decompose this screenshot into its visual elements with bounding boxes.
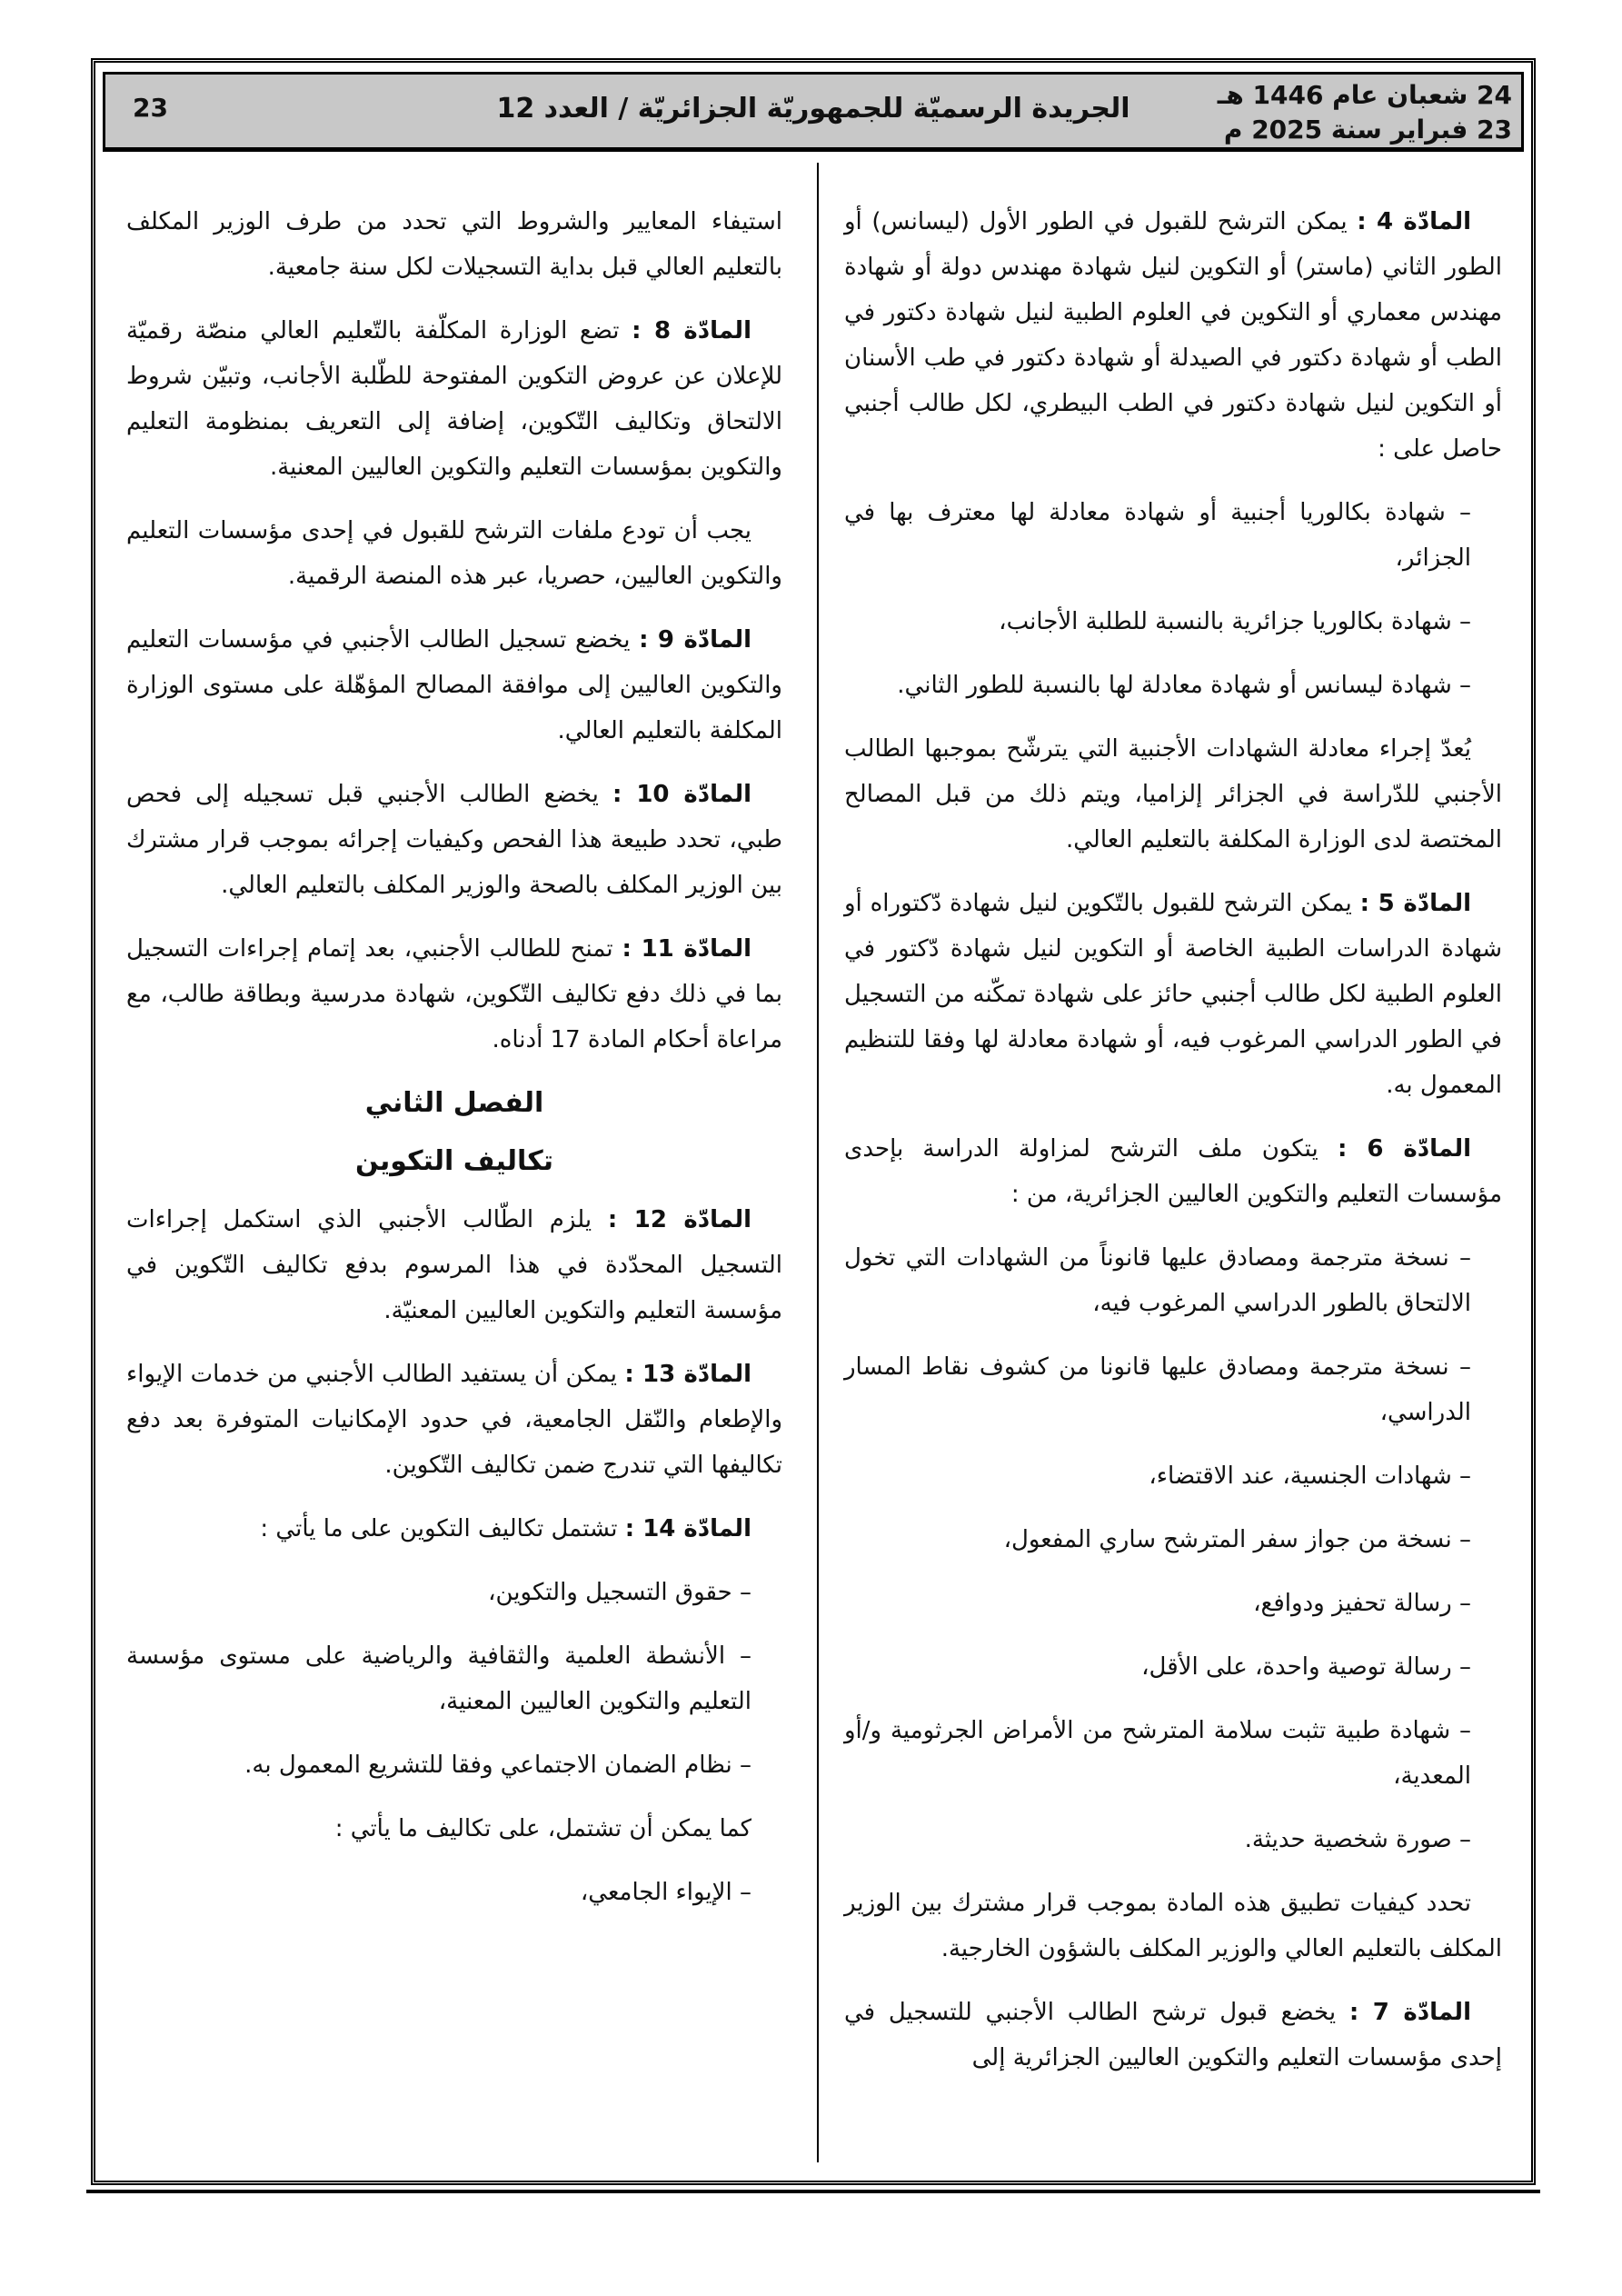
list-item xyxy=(844,490,1502,581)
block-text: – شهادة بكالوريا جزائرية بالنسبة للطلبة الأجانب، xyxy=(999,608,1471,635)
list-item xyxy=(844,599,1502,644)
article-label: المادّة 10 : xyxy=(612,781,751,808)
section-heading xyxy=(126,1081,782,1126)
block-text: يُعدّ إجراء معادلة الشهادات الأجنبية التي يترشّح بموجبها الطالب الأجنبي للدّراسة في الجزائر إلزاميا، ويتم ذلك من قبل المصالح المختصة لدى الوزارة المكلفة بالتعليم العالي. xyxy=(844,735,1502,854)
list-item xyxy=(844,1644,1502,1690)
block-text: كما يمكن أن تشتمل، على تكاليف ما يأتي : xyxy=(334,1815,751,1842)
block-text: – نسخة مترجمة ومصادق عليها قانوناً من الشهادات التي تخول الالتحاق بالطور الدراسي المرغوب فيه، xyxy=(844,1244,1471,1317)
article-paragraph xyxy=(126,926,782,1063)
block-text: – شهادات الجنسية، عند الاقتضاء، xyxy=(1149,1462,1471,1490)
paragraph xyxy=(844,726,1502,863)
block-text: يلزم الطّالب الأجنبي الذي استكمل إجراءات التسجيل المحدّدة في هذا المرسوم بدفع تكاليف التّكوين في مؤسسة التعليم والتكوين العاليين المعنيّة. xyxy=(126,1206,782,1324)
paragraph xyxy=(126,508,782,599)
article-label: المادّة 7 : xyxy=(1348,1999,1471,2026)
block-text: تضع الوزارة المكلّفة بالتّعليم العالي منصّة رقميّة للإعلان عن عروض التكوين المفتوحة للطّلبة الأجانب، وتبيّن شروط الالتحاق وتكاليف التّكوين، إضافة إلى التعريف بمنظومة التعليم والتكوين بمؤسسات التعليم والتكوين العاليين المعنية. xyxy=(126,317,782,481)
block-text: – الأنشطة العلمية والثقافية والرياضية على مستوى مؤسسة التعليم والتكوين العاليين المعنية، xyxy=(126,1642,751,1715)
block-text: – نظام الضمان الاجتماعي وفقا للتشريع المعمول به. xyxy=(244,1752,751,1779)
article-paragraph xyxy=(126,1352,782,1488)
block-text: – شهادة ليسانس أو شهادة معادلة لها بالنسبة للطور الثاني. xyxy=(897,672,1471,699)
right-column xyxy=(844,199,1502,2099)
article-paragraph xyxy=(844,881,1502,1108)
block-text: يجب أن تودع ملفات الترشح للقبول في إحدى مؤسسات التعليم والتكوين العاليين، حصريا، عبر هذه المنصة الرقمية. xyxy=(126,517,782,590)
article-label: المادّة 11 : xyxy=(622,935,751,963)
article-label: المادّة 13 : xyxy=(624,1361,751,1388)
article-label: المادّة 12 : xyxy=(607,1206,751,1233)
article-label: المادّة 9 : xyxy=(639,626,752,654)
article-paragraph xyxy=(126,1197,782,1333)
list-item xyxy=(844,1235,1502,1326)
block-text: يمكن الترشح للقبول بالتّكوين لنيل شهادة دّكتوراه أو شهادة الدراسات الطبية الخاصة أو التكوين لنيل شهادة دّكتور في العلوم الطبية لكل طالب أجنبي حائز على شهادة تمكّنه من التسجيل في الطور الدراسي المرغوب فيه، أو شهادة معادلة لها وفقا للتنظيم المعمول به. xyxy=(844,890,1502,1099)
list-item xyxy=(844,663,1502,708)
block-text: يمكن أن يستفيد الطالب الأجنبي من خدمات الإيواء والإطعام والنّقل الجامعية، في حدود الإمكانيات المتوفرة بعد دفع تكاليفها التي تندرج ضمن تكاليف التّكوين. xyxy=(126,1361,782,1479)
article-paragraph xyxy=(126,772,782,908)
block-text: يخضع قبول ترشح الطالب الأجنبي للتسجيل في إحدى مؤسسات التعليم والتكوين العاليين الجزائرية إلى xyxy=(844,1999,1502,2071)
list-item xyxy=(844,1708,1502,1799)
list-item xyxy=(844,1453,1502,1499)
date-gregorian: 23 فبراير سنة 2025 م xyxy=(1223,115,1512,145)
list-item xyxy=(126,1870,782,1915)
article-paragraph xyxy=(126,308,782,490)
list-item xyxy=(126,1742,782,1788)
section-heading xyxy=(126,1139,782,1184)
article-paragraph xyxy=(126,617,782,754)
block-text: تمنح للطالب الأجنبي، بعد إتمام إجراءات التسجيل بما في ذلك دفع تكاليف التّكوين، شهادة مدرسية وبطاقة طالب، مع مراعاة أحكام المادة 17 أدناه. xyxy=(126,935,782,1053)
article-label: المادّة 6 : xyxy=(1337,1135,1471,1163)
article-label: المادّة 14 : xyxy=(624,1515,751,1542)
gazette-title: الجريدة الرسميّة للجمهوريّة الجزائريّة / العدد 12 xyxy=(496,93,1130,125)
article-label: المادّة 8 : xyxy=(632,317,751,344)
paragraph xyxy=(844,1881,1502,1972)
block-text: تشتمل تكاليف التكوين على ما يأتي : xyxy=(260,1515,625,1542)
paragraph xyxy=(126,199,782,290)
block-text: – شهادة بكالوريا أجنبية أو شهادة معادلة لها معترف بها في الجزائر، xyxy=(844,499,1471,572)
page-frame xyxy=(91,58,1536,2185)
block-text: استيفاء المعايير والشروط التي تحدد من طرف الوزير المكلف بالتعليم العالي قبل بداية التسجيلات لكل سنة جامعية. xyxy=(126,208,782,281)
paragraph xyxy=(126,1806,782,1852)
block-text: يمكن الترشح للقبول في الطور الأول (ليسانس) أو الطور الثاني (ماستر) أو التكوين لنيل شهادة مهندس دولة أو شهادة مهندس معماري أو التكوين في العلوم الطبية لنيل شهادة دكتور في الطب أو شهادة دكتور في الصيدلة أو شهادة دكتور في طب الأسنان أو التكوين لنيل شهادة دكتور في الطب البيطري، لكل طالب أجنبي حاصل على : xyxy=(844,208,1502,463)
left-column xyxy=(126,199,782,1933)
block-text: تكاليف التكوين xyxy=(355,1145,553,1177)
article-paragraph xyxy=(844,199,1502,472)
gazette-header xyxy=(103,72,1524,152)
list-item xyxy=(844,1517,1502,1562)
block-text: الفصل الثاني xyxy=(364,1087,544,1119)
block-text: يخضع الطالب الأجنبي قبل تسجيله إلى فحص طبي، تحدد طبيعة هذا الفحص وكيفيات إجرائه بموجب قرار مشترك بين الوزير المكلف بالصحة والوزير المكلف بالتعليم العالي. xyxy=(126,781,782,899)
page-number: 23 xyxy=(133,93,168,123)
block-text: – نسخة من جواز سفر المترشح ساري المفعول، xyxy=(1003,1526,1471,1553)
column-divider xyxy=(817,163,819,2162)
list-item xyxy=(126,1633,782,1724)
block-text: – شهادة طبية تثبت سلامة المترشح من الأمراض الجرثومية و/أو المعدية، xyxy=(844,1717,1471,1790)
article-paragraph xyxy=(844,1126,1502,1217)
list-item xyxy=(844,1581,1502,1626)
list-item xyxy=(844,1817,1502,1862)
block-text: يخضع تسجيل الطالب الأجنبي في مؤسسات التعليم والتكوين العاليين إلى موافقة المصالح المؤهّلة على مستوى الوزارة المكلفة بالتعليم العالي. xyxy=(126,626,782,744)
block-text: – الإيواء الجامعي، xyxy=(580,1879,751,1906)
block-text: – رسالة توصية واحدة، على الأقل، xyxy=(1141,1653,1471,1681)
block-text: – حقوق التسجيل والتكوين، xyxy=(488,1579,751,1606)
block-text: – صورة شخصية حديثة. xyxy=(1244,1826,1471,1853)
article-paragraph xyxy=(844,1990,1502,2081)
article-label: المادّة 4 : xyxy=(1357,208,1471,235)
list-item xyxy=(126,1570,782,1615)
date-hijri: 24 شعبان عام 1446 هـ xyxy=(1217,80,1512,110)
block-text: تحدد كيفيات تطبيق هذه المادة بموجب قرار مشترك بين الوزير المكلف بالتعليم العالي والوزير المكلف بالشؤون الخارجية. xyxy=(844,1890,1502,1962)
article-label: المادّة 5 : xyxy=(1359,890,1471,917)
article-paragraph xyxy=(126,1506,782,1552)
block-text: – نسخة مترجمة ومصادق عليها قانونا من كشوف نقاط المسار الدراسي، xyxy=(844,1353,1471,1426)
list-item xyxy=(844,1344,1502,1435)
block-text: يتكون ملف الترشح لمزاولة الدراسة بإحدى مؤسسات التعليم والتكوين العاليين الجزائرية، من : xyxy=(844,1135,1502,1208)
block-text: – رسالة تحفيز ودوافع، xyxy=(1253,1590,1471,1617)
